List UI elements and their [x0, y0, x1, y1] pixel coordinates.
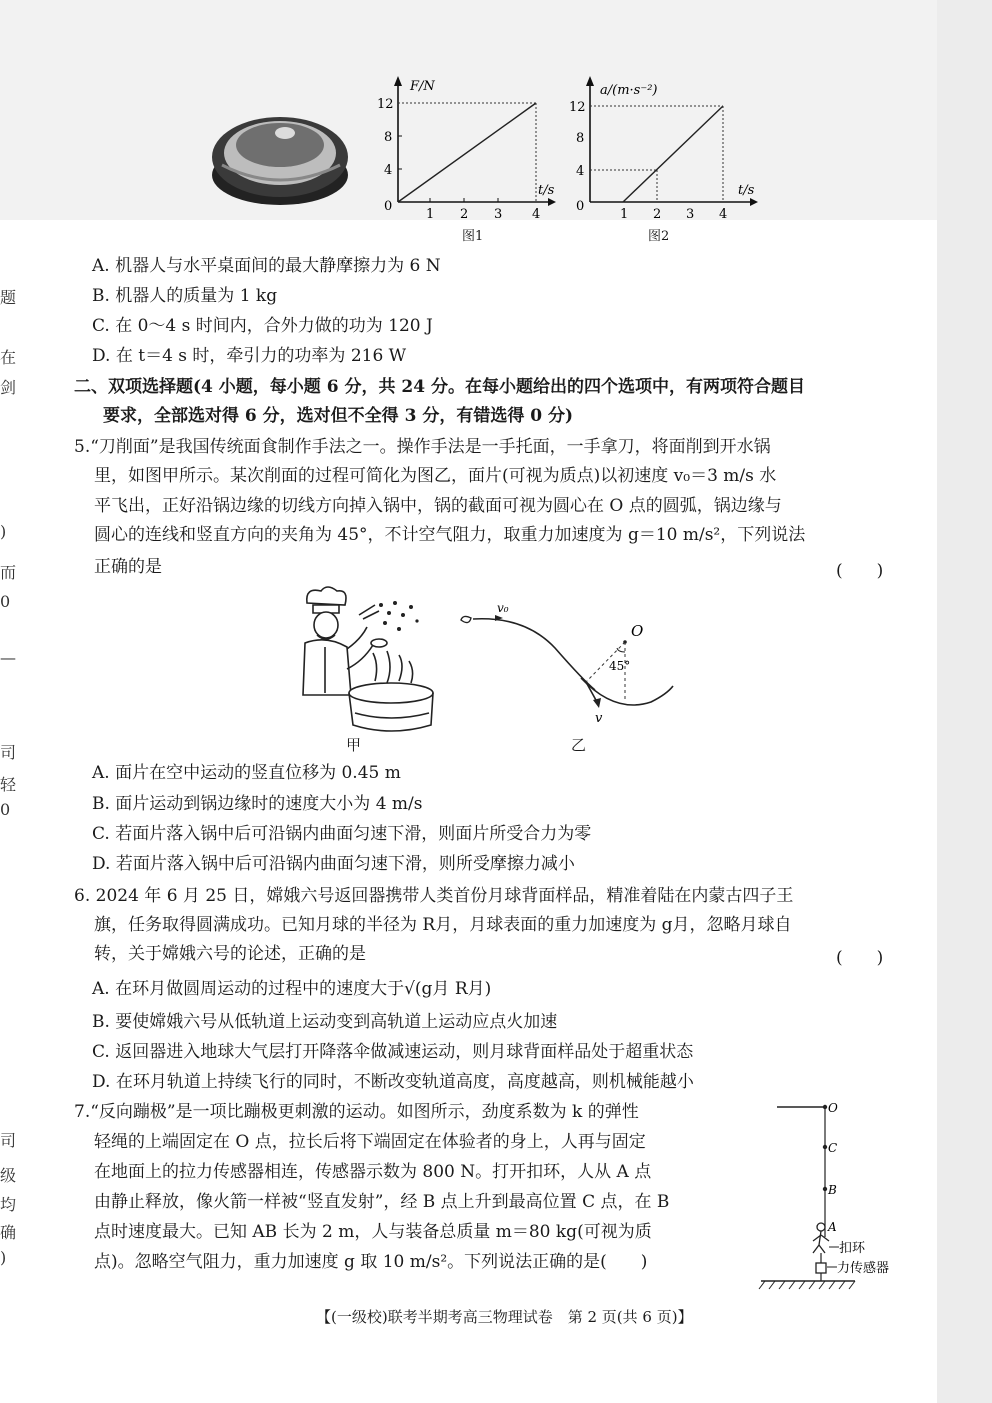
figure-yi-caption: 乙: [571, 736, 587, 754]
fig1-ytick: 4: [384, 163, 393, 178]
q5-stem-line: 5.“刀削面”是我国传统面食制作手法之一。操作手法是一手托面，一手拿刀，将面削到开水锅: [74, 437, 771, 457]
bungee-label-sensor: 力传感器: [837, 1261, 890, 1276]
margin-char: 级: [0, 1166, 17, 1185]
q4-option-c: C. 在 0～4 s 时间内，合外力做的功为 120 J: [92, 316, 433, 336]
section-2-heading: 二、双项选择题(4 小题，每小题 6 分，共 24 分。在每小题给出的四个选项中，有两项符合题目: [74, 377, 805, 397]
bungee-label-a: A: [828, 1220, 837, 1234]
q6-option-b: B. 要使嫦娥六号从低轨道上运动变到高轨道上运动应点火加速: [92, 1012, 558, 1032]
fig1-xtick: 3: [494, 207, 503, 222]
q4-option-d: D. 在 t＝4 s 时，牵引力的功率为 216 W: [92, 346, 407, 366]
q5-stem-line: 里，如图甲所示。某次削面的过程可简化为图乙，面片(可视为质点)以初速度 v₀＝3 m/s 水: [94, 466, 777, 486]
fig2-ytick: 12: [569, 100, 586, 115]
margin-char: 在: [0, 348, 17, 367]
robot-vacuum-illustration: [200, 95, 360, 215]
bungee-label-buckle: 扣环: [839, 1241, 866, 1256]
q6-stem-line: 旗，任务取得圆满成功。已知月球的半径为 R月，月球表面的重力加速度为 g月，忽略月球自: [94, 915, 792, 935]
fig2-y-label: a/(m·s⁻²): [600, 83, 658, 98]
q7-stem-line: 7.“反向蹦极”是一项比蹦极更刺激的运动。如图所示，劲度系数为 k 的弹性: [74, 1102, 639, 1122]
fig2-ytick: 4: [576, 164, 585, 179]
reverse-bungee-diagram: [755, 1095, 915, 1295]
margin-char: 轻: [0, 775, 17, 794]
q6-stem-line: 6. 2024 年 6 月 25 日，嫦娥六号返回器携带人类首份月球背面样品，精准着陆在内蒙古四子王: [74, 886, 794, 906]
fig2-xtick: 2: [653, 207, 662, 222]
q7-stem-line: 点时速度最大。已知 AB 长为 2 m，人与装备总质量 m＝80 kg(可视为质: [94, 1222, 652, 1242]
q7-stem-line: 轻绳的上端固定在 O 点，拉长后将下端固定在体验者的身上，人再与固定: [94, 1132, 646, 1152]
page-footer: 【(一级校)联考半期考高三物理试卷 第 2 页(共 6 页)】: [316, 1308, 693, 1326]
q6-option-c: C. 返回器进入地球大气层打开降落伞做减速运动，则月球背面样品处于超重状态: [92, 1042, 694, 1062]
fig1-caption: 图1: [462, 229, 484, 244]
q5-option-a: A. 面片在空中运动的竖直位移为 0.45 m: [92, 763, 401, 783]
q6-option-d: D. 在环月轨道上持续飞行的同时，不断改变轨道高度，高度越高，则机械能越小: [92, 1072, 694, 1092]
margin-char: —: [0, 648, 16, 667]
margin-char: ): [0, 522, 7, 541]
fig1-origin: 0: [384, 199, 393, 214]
fig1-ytick: 8: [384, 130, 393, 145]
chef-illustration: [295, 585, 445, 735]
margin-char: 题: [0, 288, 17, 307]
q6-stem-line: 转，关于嫦娥六号的论述，正确的是: [94, 944, 366, 964]
margin-char: 0: [0, 592, 11, 611]
fig2-xtick: 3: [686, 207, 695, 222]
margin-char: 0: [0, 800, 11, 819]
margin-char: 而: [0, 563, 17, 582]
q6-answer-bracket: ( ): [836, 948, 884, 968]
label-v0: v₀: [497, 601, 509, 615]
fig2-xtick: 4: [719, 207, 728, 222]
q5-stem-line: 圆心的连线和竖直方向的夹角为 45°，不计空气阻力，取重力加速度为 g＝10 m/s²，下列说法: [94, 525, 806, 545]
fig2-xtick: 1: [620, 207, 629, 222]
q4-option-b: B. 机器人的质量为 1 kg: [92, 286, 278, 306]
figure-jia-caption: 甲: [346, 736, 362, 754]
fig2-origin: 0: [576, 199, 585, 214]
fig1-ytick: 12: [377, 97, 394, 112]
label-v: v: [595, 711, 603, 726]
bungee-label-b: B: [828, 1183, 837, 1197]
figure-2-acceleration-graph: [560, 72, 765, 222]
margin-char: 均: [0, 1195, 17, 1214]
q5-option-c: C. 若面片落入锅中后可沿锅内曲面匀速下滑，则面片所受合力为零: [92, 824, 592, 844]
q5-option-d: D. 若面片落入锅中后可沿锅内曲面匀速下滑，则所受摩擦力减小: [92, 854, 575, 874]
q5-stem-line: 平飞出，正好沿锅边缘的切线方向掉入锅中，锅的截面可视为圆心在 O 点的圆弧，锅边缘与: [94, 496, 782, 516]
scan-right-edge: [937, 0, 992, 1403]
figure-1-force-graph: [360, 72, 560, 222]
fig2-caption: 图2: [648, 229, 670, 244]
label-angle: 45°: [609, 659, 631, 673]
q7-stem-line: 点)。忽略空气阻力，重力加速度 g 取 10 m/s²。下列说法正确的是( ): [94, 1252, 648, 1272]
section-2-heading-cont: 要求，全部选对得 6 分，选对但不全得 3 分，有错选得 0 分): [103, 406, 574, 426]
q6-option-a: A. 在环月做圆周运动的过程中的速度大于√(g月 R月): [92, 979, 492, 999]
q4-option-a: A. 机器人与水平桌面间的最大静摩擦力为 6 N: [92, 256, 441, 276]
fig1-xtick: 2: [460, 207, 469, 222]
fig2-x-label: t/s: [738, 183, 755, 198]
q7-stem-line: 由静止释放，像火箭一样被“竖直发射”，经 B 点上升到最高位置 C 点，在 B: [94, 1192, 670, 1212]
fig1-xtick: 1: [426, 207, 435, 222]
q5-option-b: B. 面片运动到锅边缘时的速度大小为 4 m/s: [92, 794, 423, 814]
fig1-x-label: t/s: [538, 183, 555, 198]
q7-stem-line: 在地面上的拉力传感器相连，传感器示数为 800 N。打开扣环，人从 A 点: [94, 1162, 652, 1182]
margin-char: 司: [0, 743, 17, 762]
margin-char: 确: [0, 1223, 17, 1242]
label-o: O: [631, 622, 644, 640]
noodle-trajectory-diagram: [455, 598, 685, 728]
bungee-label-o: O: [828, 1101, 838, 1115]
bungee-label-c: C: [828, 1141, 838, 1155]
q5-stem-line: 正确的是: [94, 557, 162, 577]
q5-answer-bracket: ( ): [836, 561, 884, 581]
margin-char: ): [0, 1248, 7, 1267]
margin-char: 司: [0, 1131, 17, 1150]
margin-char: 剑: [0, 378, 17, 397]
fig1-y-label: F/N: [410, 79, 435, 94]
fig2-ytick: 8: [576, 131, 585, 146]
fig1-xtick: 4: [532, 207, 541, 222]
